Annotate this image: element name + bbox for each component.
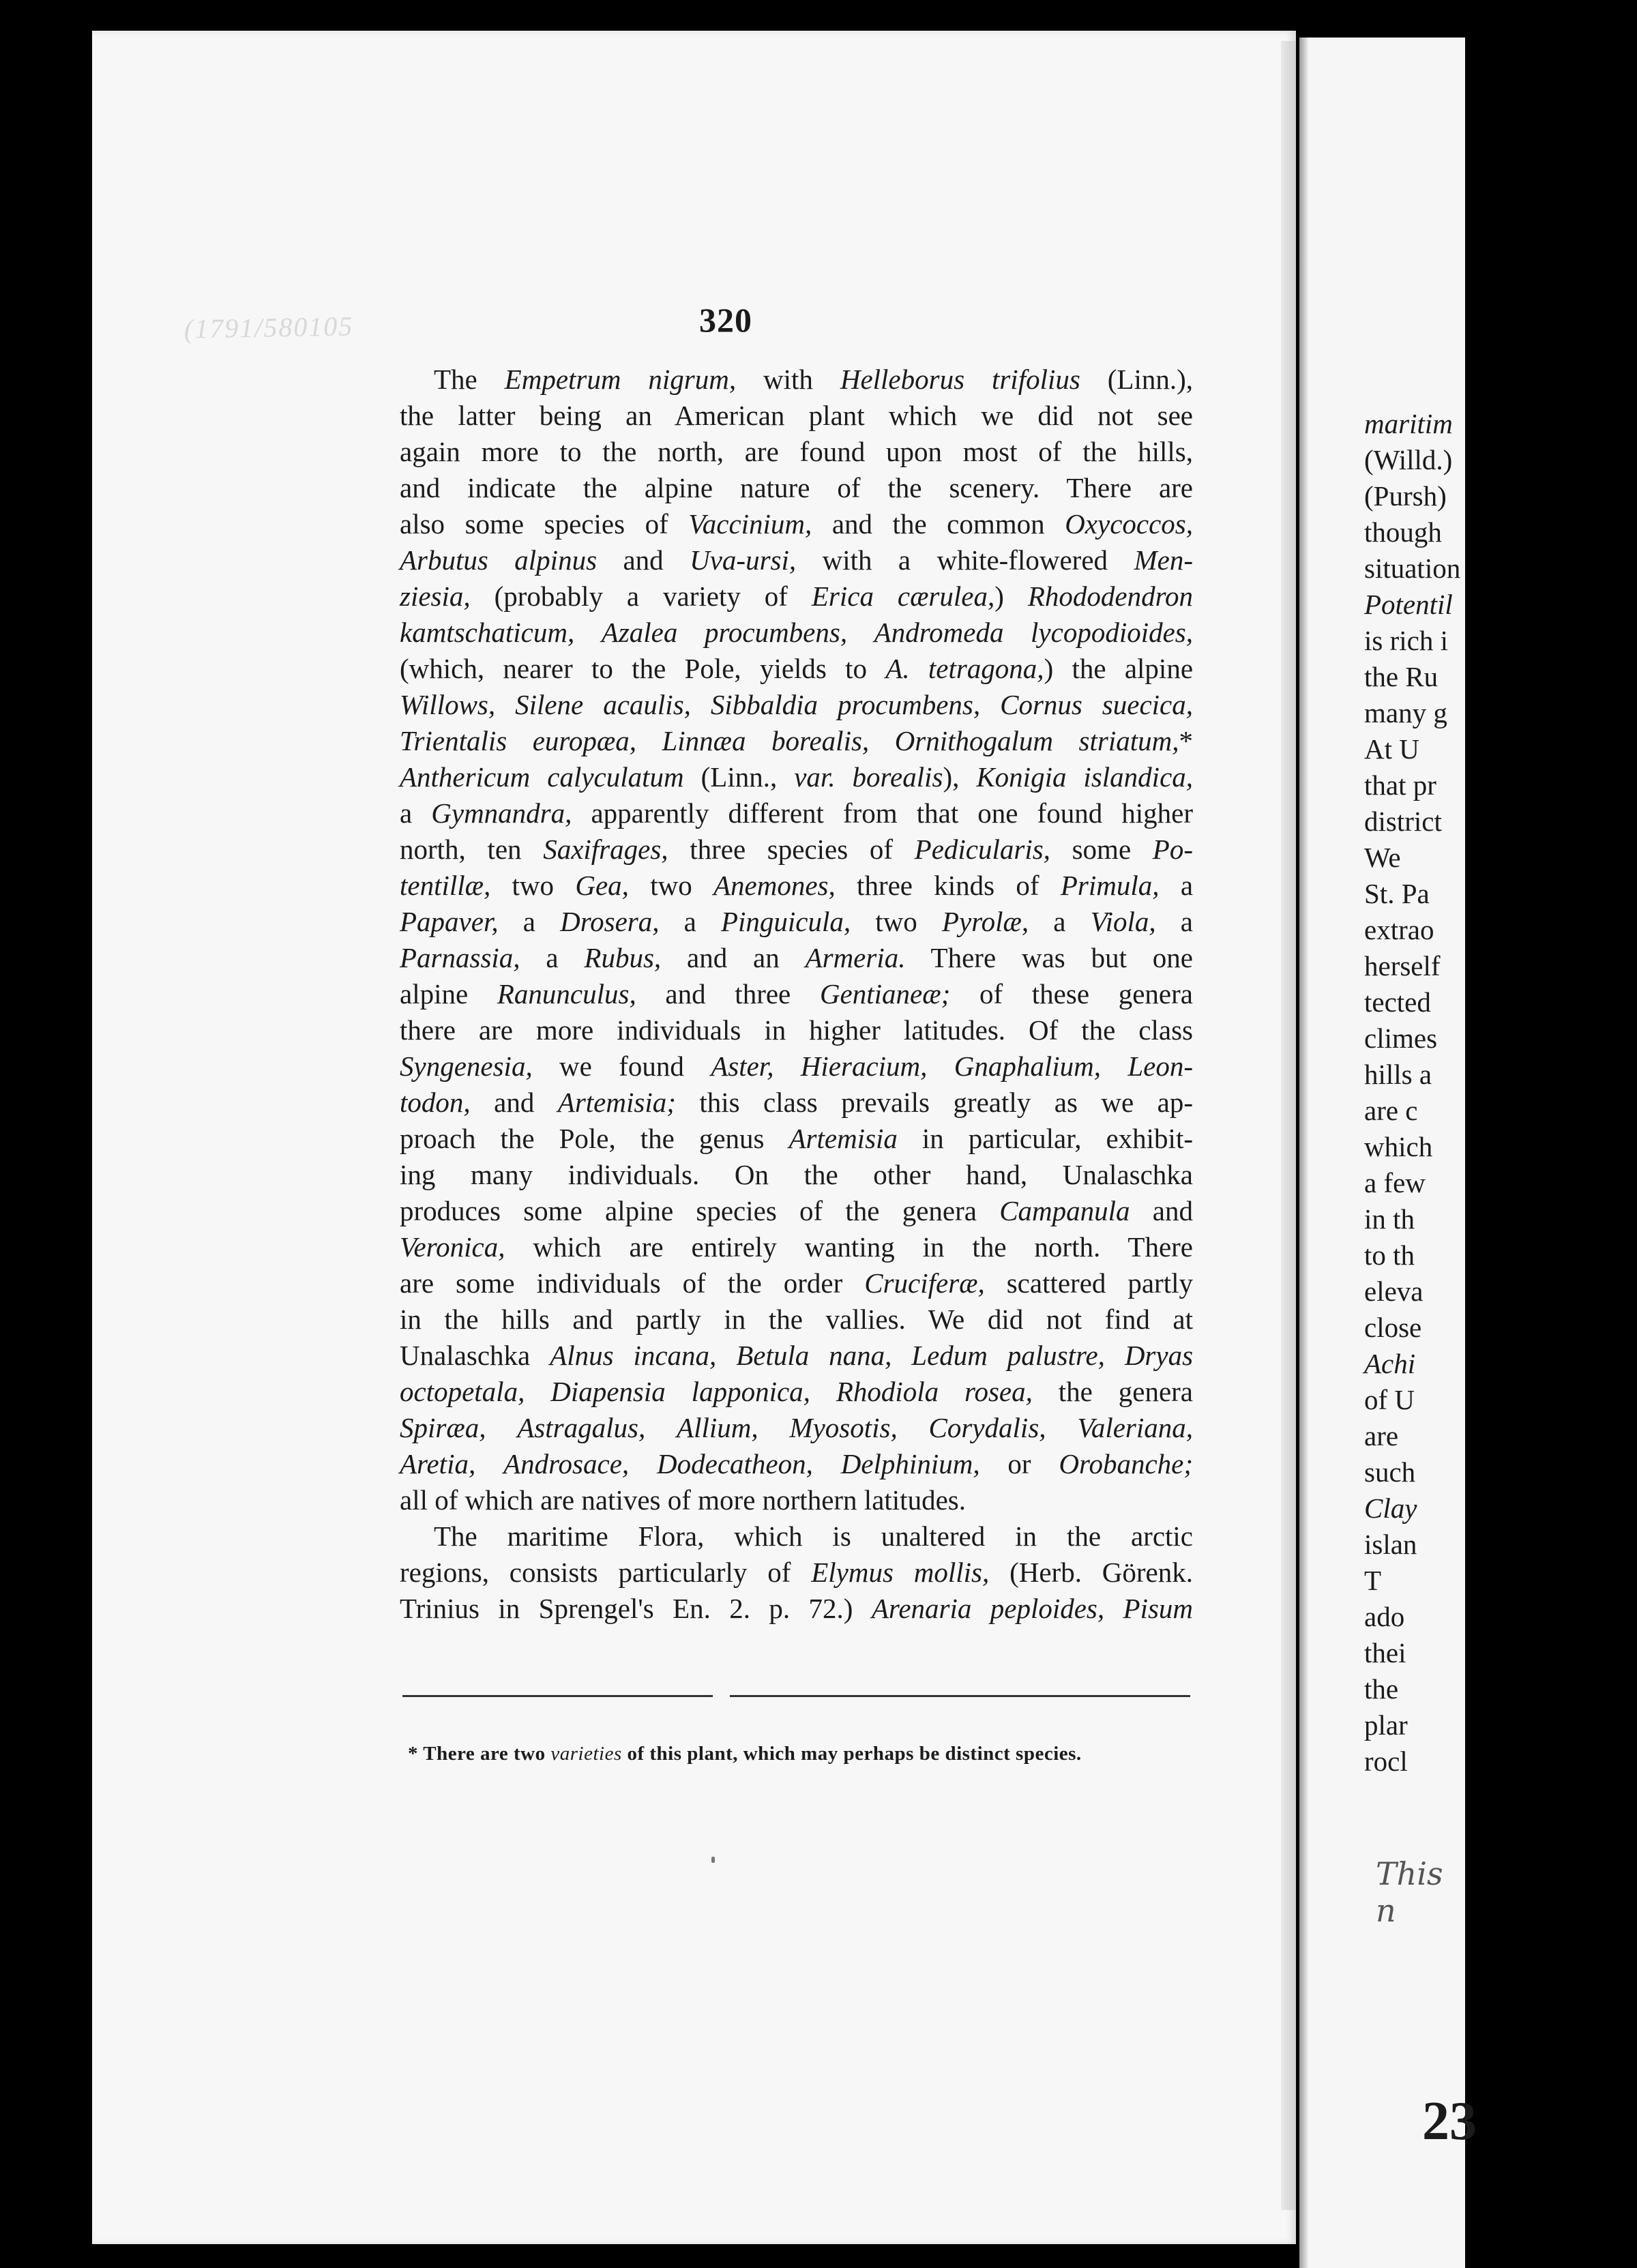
text-segment: also some species of — [400, 508, 689, 540]
text-line — [400, 868, 1193, 904]
italic-text-segment: Pinguicula, — [720, 906, 851, 937]
italic-text-segment: Linnæa borealis, — [662, 725, 870, 756]
text-segment: regions, consists particularly of — [400, 1557, 812, 1588]
text-segment: (Linn.), — [1080, 364, 1193, 395]
next-page-line: extrao — [1364, 914, 1434, 945]
text-segment — [1104, 1593, 1123, 1624]
next-page-line: a few — [1364, 1167, 1426, 1198]
italic-text-segment: Artemisia — [788, 1123, 898, 1154]
italic-text-segment: Andromeda lycopodioides, — [874, 617, 1194, 648]
italic-text-segment: Gnaphalium, — [954, 1050, 1101, 1082]
next-page-text — [1364, 406, 1637, 1780]
next-page-line: are — [1364, 1420, 1399, 1452]
text-line — [400, 1121, 1193, 1157]
text-segment: The maritime Flora, which is unaltered in the arctic — [434, 1520, 1193, 1552]
italic-text-segment: Arbutus alpinus — [400, 544, 598, 576]
text-segment: in particular, exhibit- — [897, 1123, 1193, 1154]
next-page-line: which — [1364, 1131, 1433, 1162]
text-line — [400, 578, 1193, 615]
text-segment: three kinds of — [835, 870, 1061, 901]
body-text — [400, 362, 1193, 1627]
italic-text-segment: tentillæ, — [400, 870, 491, 901]
italic-text-segment: Artemisia; — [557, 1087, 676, 1118]
text-line — [400, 434, 1193, 470]
italic-text-segment: Pyrolæ, — [941, 906, 1029, 937]
next-page-line: that pr — [1364, 769, 1436, 801]
text-segment — [898, 1412, 929, 1443]
text-segment: there are more individuals in higher latitudes. Of the class — [400, 1014, 1193, 1046]
text-segment: and — [597, 544, 690, 576]
text-segment — [525, 1376, 550, 1407]
footnote-marker: * — [408, 1743, 418, 1765]
italic-text-segment: Campanula — [999, 1195, 1130, 1226]
italic-text-segment: Aster, — [711, 1050, 774, 1082]
text-segment — [629, 1448, 657, 1479]
text-segment: we found — [532, 1050, 711, 1082]
next-page-line: many g — [1364, 697, 1447, 728]
faint-catalog-mark: (1791/580105 — [183, 310, 354, 344]
italic-text-segment: Arenaria peploides, — [871, 1593, 1105, 1624]
italic-text-segment: Rubus, — [584, 942, 662, 973]
italic-text-segment: Ranunculus, — [497, 978, 636, 1010]
italic-text-segment: Saxifrages, — [543, 834, 668, 865]
next-page-line: herself — [1364, 950, 1441, 982]
text-line — [400, 1374, 1193, 1410]
text-segment — [810, 1376, 836, 1407]
text-segment: produces some alpine species of the genera — [400, 1195, 1000, 1226]
text-line — [400, 506, 1193, 542]
italic-text-segment: Spiræa, — [400, 1412, 486, 1443]
text-segment — [773, 1050, 800, 1082]
text-line — [400, 1482, 1193, 1518]
next-page-line: close — [1364, 1312, 1422, 1343]
text-segment: all of which are natives of more northern latitudes. — [400, 1484, 966, 1516]
italic-text-segment: Gymnandra, — [431, 797, 572, 829]
italic-text-segment: Hieracium, — [800, 1050, 928, 1082]
text-segment — [645, 1412, 677, 1443]
text-line — [400, 1193, 1193, 1229]
text-segment — [691, 689, 711, 720]
text-line — [400, 1048, 1193, 1085]
italic-text-segment: Cornus suecica, — [1000, 689, 1193, 720]
text-segment: a — [400, 797, 432, 829]
text-segment — [891, 1340, 911, 1371]
text-segment — [847, 617, 874, 648]
text-line — [400, 1338, 1193, 1374]
text-segment: apparently different from that one found higher — [572, 797, 1193, 829]
italic-text-segment: Primula, — [1060, 870, 1160, 901]
italic-text-segment: Anemones, — [713, 870, 836, 901]
text-segment: and — [470, 1087, 558, 1118]
text-line — [400, 1085, 1193, 1121]
italic-text-segment: Viola, — [1090, 906, 1156, 937]
italic-text-segment: ziesia, — [400, 580, 471, 612]
italic-text-segment: Uva-ursi, — [690, 544, 797, 576]
next-page-line: maritim — [1364, 408, 1453, 439]
text-segment: and — [1130, 1195, 1193, 1226]
next-page-gutter-shadow — [1299, 38, 1309, 2268]
italic-text-segment: kamtschaticum, — [400, 617, 575, 648]
text-line — [400, 542, 1193, 578]
italic-text-segment: Armeria. — [805, 942, 906, 973]
italic-text-segment: Valeriana, — [1077, 1412, 1194, 1443]
text-segment: and an — [661, 942, 806, 973]
italic-text-segment: var. borealis — [794, 761, 943, 793]
text-segment — [636, 725, 662, 756]
next-page-line: St. Pa — [1364, 878, 1430, 909]
italic-text-segment: Anthericum calyculatum — [400, 761, 684, 793]
next-page-number: 23 — [1422, 2091, 1477, 2151]
next-page-line: climes — [1364, 1022, 1438, 1054]
italic-text-segment: Diapensia lapponica, — [550, 1376, 810, 1407]
italic-text-segment: Drosera, — [560, 906, 660, 937]
text-line — [400, 687, 1193, 723]
text-segment: (Linn., — [683, 761, 795, 793]
footnote-rule-right — [730, 1695, 1190, 1697]
text-segment: ), — [943, 761, 977, 793]
italic-text-segment: Silene acaulis, — [515, 689, 691, 720]
italic-text-segment: A. tetragona, — [885, 653, 1044, 684]
page-number: 320 — [699, 301, 752, 339]
text-line — [400, 795, 1193, 831]
italic-text-segment: Orobanche; — [1059, 1448, 1194, 1479]
text-segment: this class prevails greatly as we ap- — [675, 1087, 1193, 1118]
text-line — [400, 1265, 1193, 1301]
italic-text-segment: Dryas — [1124, 1340, 1194, 1371]
next-page-line: the — [1364, 1673, 1399, 1705]
text-segment — [813, 1448, 841, 1479]
text-segment: in the hills and partly in the vallies. We did not find at — [400, 1304, 1193, 1335]
text-segment: a — [1159, 870, 1194, 901]
text-segment: (probably a variety of — [470, 580, 812, 612]
italic-text-segment: Cruciferæ, — [864, 1267, 985, 1299]
italic-text-segment: Leon- — [1127, 1050, 1193, 1082]
next-page-line: are c — [1364, 1095, 1418, 1126]
text-segment: (which, nearer to the Pole, yields to — [400, 653, 886, 684]
text-segment: a — [1029, 906, 1091, 937]
italic-text-segment: Gentianeæ; — [819, 978, 951, 1010]
text-segment: and indicate the alpine nature of the scenery. There are — [400, 472, 1193, 503]
footnote-text-after: of this plant, which may perhaps be distinct species. — [621, 1743, 1082, 1765]
next-page-line: ado — [1364, 1601, 1405, 1632]
next-page-line: At U — [1364, 733, 1419, 765]
text-segment: a — [1155, 906, 1193, 937]
text-segment — [1105, 1340, 1125, 1371]
italic-text-segment: Willows, — [400, 689, 496, 720]
italic-text-segment: Dodecatheon, — [657, 1448, 813, 1479]
italic-text-segment: todon, — [400, 1087, 471, 1118]
text-segment — [1101, 1050, 1127, 1082]
text-segment — [1046, 1412, 1078, 1443]
text-segment — [869, 725, 895, 756]
text-segment: and three — [636, 978, 820, 1010]
next-page-line: hills a — [1364, 1059, 1432, 1090]
text-line — [400, 1012, 1193, 1048]
text-segment — [495, 689, 515, 720]
next-page-line: plar — [1364, 1709, 1408, 1741]
italic-text-segment: Oxycoccos, — [1065, 508, 1193, 540]
text-segment: Trinius in Sprengel's En. 2. p. 72.) — [400, 1593, 872, 1624]
text-segment: again more to the north, are found upon most of the hills, — [400, 436, 1193, 467]
italic-text-segment: Pisum — [1123, 1593, 1194, 1624]
text-line — [400, 1591, 1193, 1627]
next-page — [1299, 38, 1477, 2268]
next-page-line: rocl — [1364, 1746, 1408, 1777]
text-segment: two — [490, 870, 576, 901]
text-segment: three species of — [668, 834, 915, 865]
text-segment: scattered partly — [984, 1267, 1193, 1299]
text-segment: with a white-flowered — [796, 544, 1134, 576]
footnote — [408, 1743, 1226, 1765]
text-segment: some — [1050, 834, 1153, 865]
text-segment: ing many individuals. On the other hand, Unalaschka — [400, 1159, 1193, 1190]
next-page-line: Potentil — [1364, 589, 1453, 620]
next-page-line: We — [1364, 842, 1401, 873]
text-segment: * — [1179, 725, 1193, 756]
italic-text-segment: Aretia, — [400, 1448, 476, 1479]
text-line — [400, 759, 1193, 795]
text-segment: alpine — [400, 978, 497, 1010]
next-page-line: Clay — [1364, 1492, 1417, 1524]
text-segment: are some individuals of the order — [400, 1267, 865, 1299]
text-segment: with — [736, 364, 840, 395]
italic-text-segment: Ornithogalum striatum, — [894, 725, 1179, 756]
text-segment: ) — [994, 580, 1028, 612]
italic-text-segment: Gea, — [575, 870, 629, 901]
text-segment — [486, 1412, 517, 1443]
text-line — [400, 831, 1193, 868]
text-segment: two — [851, 906, 942, 937]
next-page-line: Achi — [1364, 1348, 1416, 1379]
footnote-rule-left — [402, 1695, 713, 1697]
next-page-line: islan — [1364, 1529, 1417, 1560]
text-line — [400, 362, 1193, 398]
text-segment: or — [979, 1448, 1059, 1479]
footnote-text-before: There are two — [423, 1743, 551, 1765]
text-line — [400, 723, 1193, 759]
italic-text-segment: Corydalis, — [928, 1412, 1046, 1443]
text-line — [400, 1555, 1193, 1591]
italic-text-segment: Sibbaldia procumbens, — [710, 689, 981, 720]
italic-text-segment: Parnassia, — [400, 942, 520, 973]
italic-text-segment: Konigia islandica, — [976, 761, 1194, 793]
text-segment: north, ten — [400, 834, 544, 865]
text-segment: which are entirely wanting in the north. There — [505, 1231, 1193, 1263]
next-page-line: such — [1364, 1456, 1416, 1488]
next-page-line: tected — [1364, 986, 1431, 1018]
text-segment — [927, 1050, 954, 1082]
text-line — [400, 470, 1193, 506]
italic-text-segment: Allium, — [677, 1412, 758, 1443]
text-line — [400, 1518, 1193, 1555]
italic-text-segment: Veronica, — [400, 1231, 505, 1263]
italic-text-segment: Myosotis, — [789, 1412, 898, 1443]
next-page-handwriting: This n — [1376, 1855, 1443, 1929]
next-page-line: of U — [1364, 1384, 1415, 1415]
italic-text-segment: Androsace, — [503, 1448, 630, 1479]
next-page-line: district — [1364, 806, 1442, 837]
next-page-line: situation — [1364, 553, 1461, 584]
italic-text-segment: Pedicularis, — [914, 834, 1050, 865]
text-line — [400, 1410, 1193, 1446]
next-page-line: though — [1364, 516, 1442, 548]
text-line — [400, 904, 1193, 940]
italic-text-segment: Rhododendron — [1027, 580, 1194, 612]
italic-text-segment: Delphinium, — [840, 1448, 980, 1479]
next-page-line: the Ru — [1364, 661, 1439, 692]
italic-text-segment: Po- — [1152, 834, 1193, 865]
text-segment: Unalaschka — [400, 1340, 550, 1371]
next-page-line: eleva — [1364, 1276, 1424, 1307]
text-segment — [758, 1412, 790, 1443]
italic-text-segment: Papaver, — [400, 906, 499, 937]
italic-text-segment: Azalea procumbens, — [601, 617, 848, 648]
text-segment — [574, 617, 602, 648]
next-page-line: (Willd.) — [1364, 444, 1453, 475]
italic-text-segment: Astragalus, — [517, 1412, 646, 1443]
italic-text-segment: Trientalis europæa, — [400, 725, 636, 756]
text-line — [400, 398, 1193, 434]
text-segment: the latter being an American plant which we did not see — [400, 400, 1193, 431]
text-line — [400, 651, 1193, 687]
italic-text-segment: Helleborus trifolius — [840, 364, 1080, 395]
next-page-line: (Pursh) — [1364, 480, 1447, 512]
italic-text-segment: Rhodiola rosea, — [836, 1376, 1033, 1407]
text-segment — [475, 1448, 503, 1479]
text-line — [400, 940, 1193, 976]
text-segment — [980, 689, 1000, 720]
italic-text-segment: Betula nana, — [736, 1340, 892, 1371]
next-page-line: to th — [1364, 1239, 1415, 1271]
text-segment: (Herb. Görenk. — [989, 1557, 1193, 1588]
next-page-line: is rich i — [1364, 625, 1448, 656]
text-segment: The — [434, 364, 505, 395]
footnote-text-italic: varieties — [550, 1743, 622, 1765]
text-line — [400, 615, 1193, 651]
text-segment: a — [498, 906, 561, 937]
page-edge — [1281, 41, 1296, 2210]
next-page-line: thei — [1364, 1637, 1406, 1668]
text-segment: a — [520, 942, 585, 973]
text-segment: the genera — [1032, 1376, 1194, 1407]
italic-text-segment: Ledum palustre, — [911, 1340, 1105, 1371]
italic-text-segment: Men- — [1134, 544, 1193, 576]
text-segment: two — [628, 870, 713, 901]
italic-text-segment: Empetrum nigrum, — [504, 364, 737, 395]
text-segment: of these genera — [950, 978, 1193, 1010]
next-page-line: T — [1364, 1565, 1382, 1596]
text-line — [400, 976, 1193, 1012]
text-segment: ) the alpine — [1044, 653, 1194, 684]
text-line — [400, 1446, 1193, 1482]
italic-text-segment: Elymus mollis, — [811, 1557, 990, 1588]
text-segment: and the common — [812, 508, 1065, 540]
italic-text-segment: Erica cærulea, — [811, 580, 995, 612]
text-line — [400, 1229, 1193, 1265]
text-line — [400, 1301, 1193, 1338]
text-line — [400, 1157, 1193, 1193]
italic-text-segment: Alnus incana, — [550, 1340, 717, 1371]
italic-text-segment: octopetala, — [400, 1376, 525, 1407]
text-segment — [716, 1340, 736, 1371]
ink-speck — [711, 1857, 715, 1863]
text-segment: proach the Pole, the genus — [400, 1123, 789, 1154]
italic-text-segment: Syngenesia, — [400, 1050, 533, 1082]
next-page-line: in th — [1364, 1203, 1415, 1235]
italic-text-segment: Vaccinium, — [688, 508, 812, 540]
text-segment: a — [659, 906, 721, 937]
text-segment: There was but one — [905, 942, 1193, 973]
